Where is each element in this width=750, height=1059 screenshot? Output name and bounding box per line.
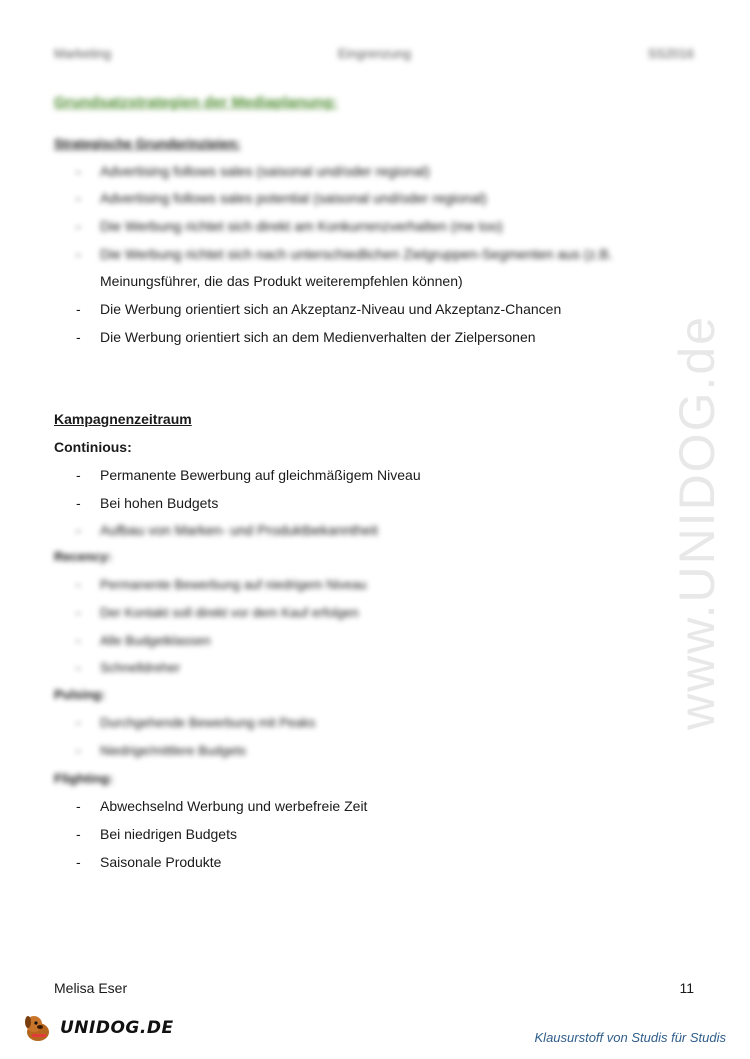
header-left: Marketing — [54, 46, 112, 61]
flighting-label: Flighting: — [54, 771, 114, 786]
dog-mascot-icon — [22, 1012, 56, 1044]
pulsing-label: Pulsing: — [54, 687, 106, 702]
page-title: Grundsatzstrategien der Mediaplanung: — [54, 94, 338, 111]
continuous-label: Continious: — [54, 439, 132, 455]
watermark: www.UNIDOG.de — [669, 315, 725, 730]
logo-text: UNIDOG.DE — [60, 1018, 174, 1038]
footer-tagline: Klausurstoff von Studis für Studis — [534, 1030, 726, 1045]
principles-heading: Strategische Grundprinzipien: — [54, 136, 241, 151]
campaign-heading: Kampagnenzeitraum — [54, 411, 192, 427]
unidog-logo[interactable] — [22, 1012, 174, 1044]
header-center: Eingrenzung — [338, 46, 411, 61]
header-right: SS2016 — [647, 46, 694, 61]
page-number: 11 — [679, 980, 694, 996]
recency-label: Recency: — [54, 549, 112, 564]
footer-author: Melisa Eser — [54, 980, 128, 996]
